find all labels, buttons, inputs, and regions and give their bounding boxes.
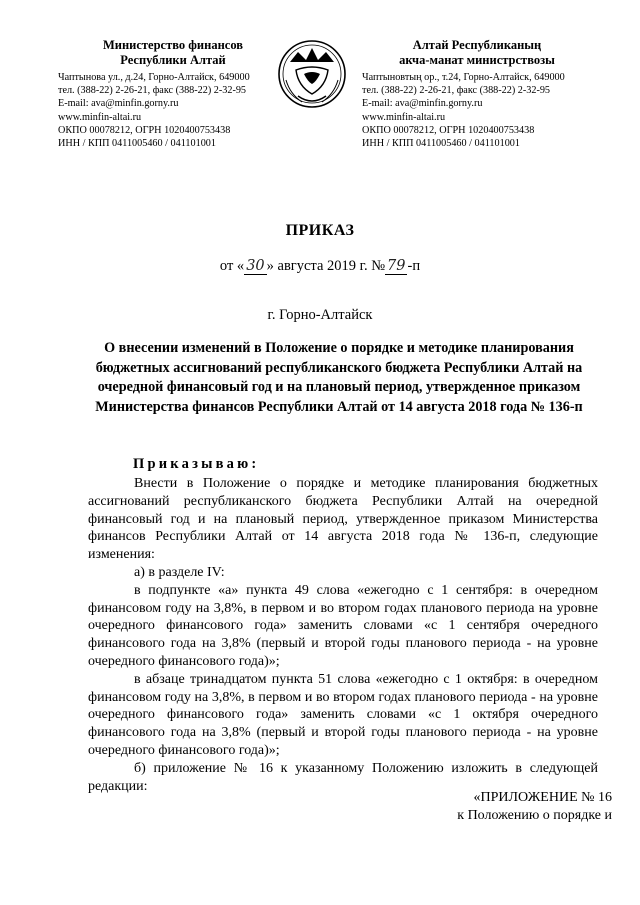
letterhead-right (362, 38, 592, 150)
org-name-ru (58, 38, 288, 68)
phone: тел. (388-22) 2-26-21, факс (388-22) 2-32-95 (58, 85, 247, 97)
paragraph: а) в разделе IV: (134, 564, 225, 580)
appendix-line-1: «ПРИЛОЖЕНИЕ № 16 (473, 790, 612, 805)
order-body (88, 475, 598, 795)
appendix-heading (412, 789, 612, 825)
address: Чаптыновтың ор., т.24, Горно-Алтайск, 649000 (362, 72, 565, 83)
order-prefix: от « (219, 258, 245, 274)
okpo: ОКПО 00078212, ОГРН 1020400753438 (58, 124, 231, 136)
city: г. Горно-Алтайск (267, 307, 373, 323)
org-line-2: акча-манат министрствозы (399, 53, 555, 67)
okpo: ОКПО 00078212, ОГРН 1020400753438 (362, 124, 535, 136)
paragraph: в абзаце тринадцатом пункта 51 слова «ежегодно с 1 октября: в очередном финансовом году на 3,8%, в первом и во втором годах планового периода - на уровне очередного финансового года» заменить словами «с 1 октября очередного финансового года на 3,8% (первый и второй годы планового периода - на уровне очередного финансового года)»; (88, 671, 598, 758)
appendix-line-2: к Положению о порядке и (457, 808, 612, 823)
inn: ИНН / КПП 0411005460 / 041101001 (58, 138, 216, 150)
website: www.minfin-altai.ru (362, 111, 446, 123)
letterhead-left (58, 38, 288, 150)
email: E-mail: ava@minfin.gorny.ru (58, 98, 179, 110)
org-line-2: Республики Алтай (120, 53, 226, 67)
document-title: ПРИКАЗ (285, 222, 355, 239)
phone: тел. (388-22) 2-26-21, факс (388-22) 2-32-95 (362, 85, 551, 97)
paragraph: б) приложение № 16 к указанному Положению изложить в следующей редакции: (88, 760, 598, 794)
order-day: 30 (246, 258, 265, 274)
org-line-1: Алтай Республиканың (412, 38, 542, 52)
order-number: 79 (387, 258, 406, 274)
paragraph: в подпункте «а» пункта 49 слова «ежегодно с 1 сентября: в очередном финансовом году на 3,8%, в первом и во втором годах планового периода на уровне очередного финансового года» заменить словами «с 1 сентября очередного финансового года на 3,8% (первый и второй годы планового периода - на уровне очередного финансового года)»; (88, 582, 598, 669)
inn: ИНН / КПП 0411005460 / 041101001 (362, 138, 520, 150)
coat-of-arms-icon (276, 36, 348, 116)
address: Чаптынова ул., д.24, Горно-Алтайск, 649000 (58, 72, 250, 83)
order-suffix: -п (407, 258, 421, 274)
org-line-1: Министерство финансов (102, 38, 244, 52)
order-date-number (0, 258, 640, 275)
prikazyvayu-heading: Приказываю: (133, 456, 260, 472)
order-middle: » августа 2019 г. № (266, 258, 386, 274)
contact-block-ru (58, 71, 288, 150)
order-subject: О внесении изменений в Положение о порядке и методике планирования бюджетных ассигнований республиканского бюджета Республики Алтай на очередной финансовый год и на плановый период, утвержденное приказом Министерства финансов Республики Алтай от 14 августа 2018 года № 136-п (95, 340, 583, 415)
email: E-mail: ava@minfin.gorny.ru (362, 98, 483, 110)
paragraph: Внести в Положение о порядке и методике планирования бюджетных ассигнований республиканского бюджета Республики Алтай на очередной финансовый год и на плановый период, утвержденное приказом Министерства финансов Республики Алтай от 14 августа 2018 года № 136-п, следующие изменения: (88, 476, 598, 563)
website: www.minfin-altai.ru (58, 111, 142, 123)
org-name-alt (362, 38, 592, 68)
contact-block-alt (362, 71, 592, 150)
